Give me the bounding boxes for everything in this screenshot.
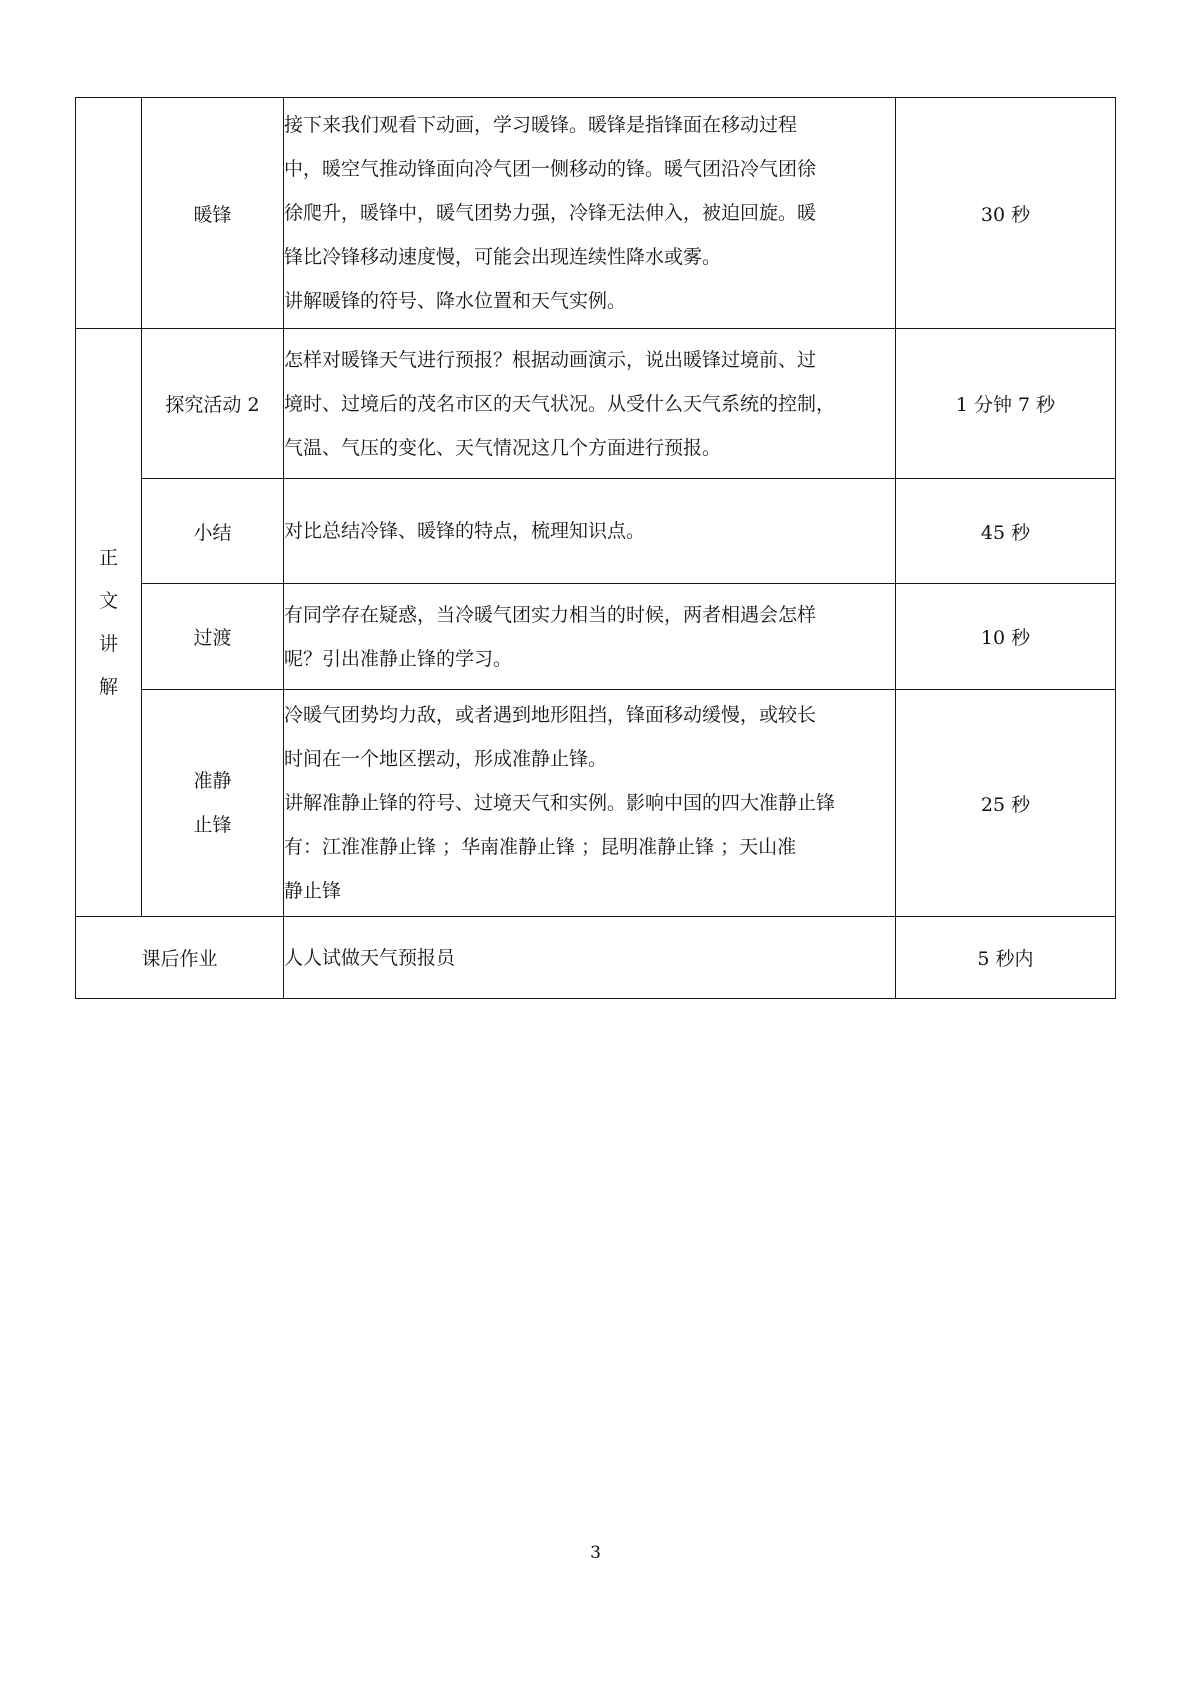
- content-line: 时间在一个地区摆动，形成准静止锋。: [284, 748, 608, 770]
- content-line: 讲解准静止锋的符号、过境天气和实例。影响中国的四大准静止锋: [284, 792, 836, 814]
- content-line: 境时、过境后的茂名市区的天气状况。从受什么天气系统的控制，: [284, 392, 836, 415]
- page-number: 3: [590, 1543, 601, 1563]
- stage-cell: 暖锋: [142, 98, 284, 329]
- time-cell: 1 分钟 7 秒: [896, 329, 1116, 479]
- content-line: 呢？引出准静止锋的学习。: [284, 647, 513, 670]
- table-row: [76, 329, 1116, 479]
- content-line: 接下来我们观看下动画，学习暖锋。暖锋是指锋面在移动过程: [284, 114, 798, 136]
- content-line: 冷暖气团势均力敌，或者遇到地形阻挡，锋面移动缓慢，或较长: [284, 704, 817, 726]
- time-cell: 5 秒内: [896, 917, 1116, 999]
- time-cell: 25 秒: [896, 690, 1116, 917]
- content-line: 中，暖空气推动锋面向冷气团一侧移动的锋。暖气团沿冷气团徐: [284, 158, 817, 180]
- stage-cell: [142, 690, 284, 917]
- content-cell: [284, 98, 896, 329]
- content-line: 徐爬升，暖锋中，暖气团势力强，冷锋无法伸入，被迫回旋。暖: [284, 202, 817, 224]
- content-line: 讲解暖锋的符号、降水位置和天气实例。: [284, 290, 627, 312]
- stage-cell: 探究活动 2: [142, 329, 284, 479]
- content-line: 人人试做天气预报员: [284, 946, 456, 969]
- time-cell: 30 秒: [896, 98, 1116, 329]
- section-label: 正文讲解: [98, 546, 118, 698]
- content-cell: [284, 329, 896, 479]
- time-cell: 45 秒: [896, 479, 1116, 584]
- table-row: [76, 690, 1116, 917]
- content-line: 有同学存在疑惑，当冷暖气团实力相当的时候，两者相遇会怎样: [284, 603, 817, 626]
- stage-cell: 过渡: [142, 584, 284, 690]
- table-row: [76, 584, 1116, 690]
- table-row: [76, 98, 1116, 329]
- content-cell: [284, 584, 896, 690]
- stage-cell: 小结: [142, 479, 284, 584]
- content-cell: [284, 917, 896, 999]
- stage-label: [193, 759, 231, 847]
- table-row: [76, 917, 1116, 999]
- stage-cell: 课后作业: [76, 917, 284, 999]
- content-line: 静止锋: [284, 880, 342, 902]
- content-line: 有：江淮准静止锋 ；华南准静止锋 ；昆明准静止锋 ；天山准: [284, 836, 797, 858]
- content-line: 对比总结冷锋、暖锋的特点，梳理知识点。: [284, 520, 646, 542]
- content-cell: [284, 479, 896, 584]
- content-line: 怎样对暖锋天气进行预报？根据动画演示，说出暖锋过境前、过: [284, 348, 817, 371]
- time-cell: 10 秒: [896, 584, 1116, 690]
- empty-section-cell: [76, 98, 142, 329]
- stage-line: 止锋: [193, 814, 232, 836]
- stage-line: 准静: [193, 770, 232, 792]
- content-line: 气温、气压的变化、天气情况这几个方面进行预报。: [284, 436, 722, 459]
- content-cell: [284, 690, 896, 917]
- table-row: [76, 479, 1116, 584]
- section-label-cell: [76, 329, 142, 917]
- content-line: 锋比冷锋移动速度慢，可能会出现连续性降水或雾。: [284, 246, 722, 268]
- lesson-plan-table: [75, 97, 1116, 999]
